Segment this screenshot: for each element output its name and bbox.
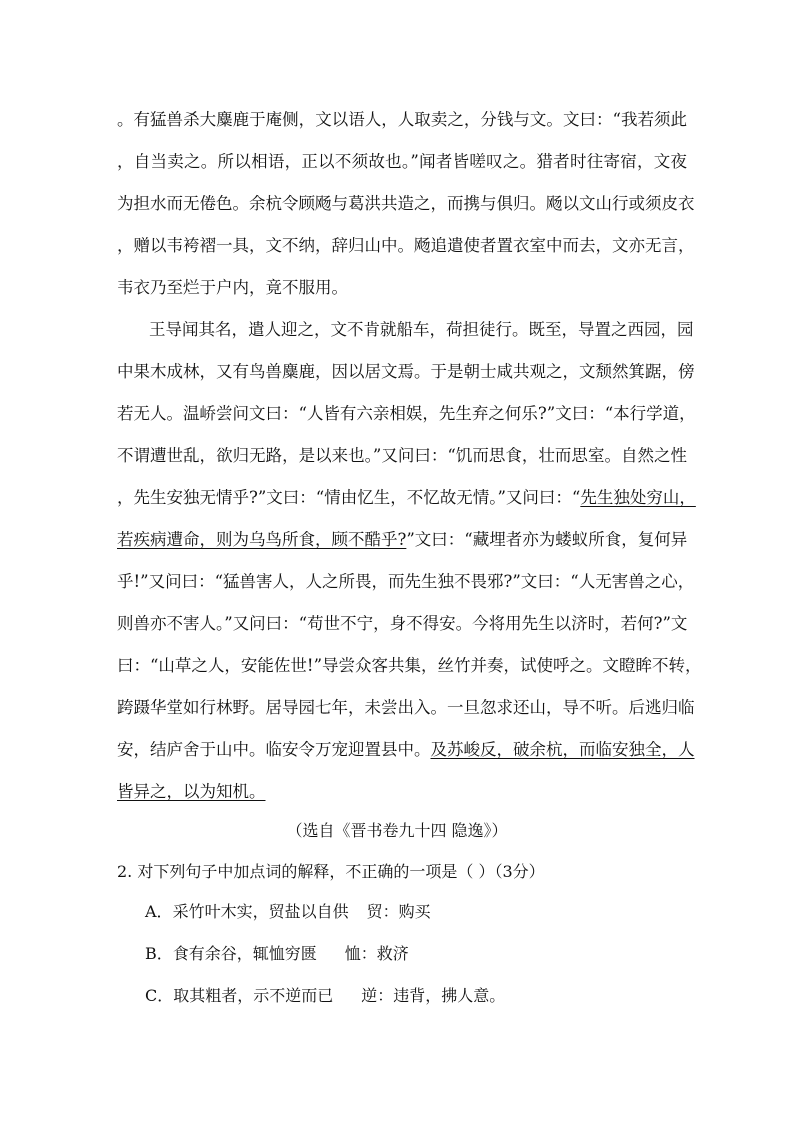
passage-line: 。有猛兽杀大麋鹿于庵侧，文以语人，人取卖之，分钱与文。文曰：“我若须此 <box>117 110 687 129</box>
option-letter: B． <box>145 944 173 963</box>
option-letter: C． <box>145 986 174 1005</box>
passage-line <box>117 782 687 802</box>
passage-source: （选自《晋书卷九十四 隐逸》） <box>286 821 508 840</box>
passage-line: ，赠以韦袴褶一具，文不纳，辞归山中。飏追遣使者置衣室中而去，文亦无言， <box>117 236 695 255</box>
option-letter: A． <box>145 902 173 921</box>
underlined-sentence: 皆异之，以为知机。 <box>117 782 266 801</box>
underlined-sentence: 及苏峻反，破余杭，而临安独全，人 <box>430 740 695 759</box>
passage-line: 若无人。温峤尝问文曰：“人皆有六亲相娱，先生弃之何乐?”文曰：“本行学道， <box>117 404 696 423</box>
option-b <box>145 944 409 964</box>
option-sentence: 取其粗者，示不逆而已 <box>173 986 334 1005</box>
option-sentence: 食有余谷，辄恤穷匮 <box>172 944 317 963</box>
question-2: 2. 对下列句子中加点词的解释，不正确的一项是（ ）（3分） <box>117 862 545 881</box>
option-a <box>145 902 431 922</box>
passage-line <box>117 740 695 760</box>
passage-line: ，自当卖之。所以相语，正以不须故也。”闻者皆嗟叹之。猎者时往寄宿，文夜 <box>117 152 687 171</box>
passage-line: 为担水而无倦色。余杭令顾飏与葛洪共造之，而携与俱归。飏以文山行或须皮衣 <box>117 194 695 213</box>
option-c <box>145 986 505 1006</box>
passage-text: ”文曰：“藏埋者亦为蝼蚁所食，复何异 <box>406 530 688 549</box>
passage-line: 不谓遭世乱，欲归无路，是以来也。”又问曰：“饥而思食，壮而思室。自然之性 <box>117 446 687 465</box>
option-explain: 贸：购买 <box>366 902 431 921</box>
passage-line: 中果木成林，又有鸟兽麋鹿，因以居文焉。于是朝士咸共观之，文颓然箕踞，傍 <box>117 362 695 381</box>
passage-line: 则兽亦不害人。”又问曰：“苟世不宁，身不得安。今将用先生以济时，若何?”文 <box>117 614 688 633</box>
passage-line <box>117 488 696 508</box>
option-explain: 恤：救济 <box>344 944 409 963</box>
underlined-sentence: 若疾病遭命，则为乌鸟所食，顾不酷乎? <box>117 530 407 549</box>
passage-line: 韦衣乃至烂于户内，竟不服用。 <box>117 278 348 297</box>
underlined-sentence: 先生独处穷山， <box>580 488 696 507</box>
passage-line: 王导闻其名，遣人迎之，文不肯就船车，荷担徒行。既至，导置之西园，园 <box>149 320 694 339</box>
passage-line: 曰：“山草之人，安能佐世!”导尝众客共集，丝竹并奏，试使呼之。文瞪眸不转， <box>117 656 702 675</box>
passage-line: 乎!”又问曰：“猛兽害人，人之所畏，而先生独不畏邪?”文曰：“人无害兽之心， <box>117 572 695 591</box>
passage-line: 跨蹑华堂如行林野。居导园七年，未尝出入。一旦忽求还山，导不听。后逃归临 <box>117 698 695 717</box>
passage-text: 安，结庐舍于山中。临安令万宠迎置县中。 <box>117 740 431 759</box>
passage-text: ，先生安独无情乎?”文曰：“情由忆生，不忆故无情。”又问曰：“ <box>117 488 581 507</box>
option-explain: 逆：违背，拂人意。 <box>361 986 506 1005</box>
passage-line <box>117 530 687 550</box>
option-sentence: 采竹叶木实，贸盐以自供 <box>172 902 349 921</box>
